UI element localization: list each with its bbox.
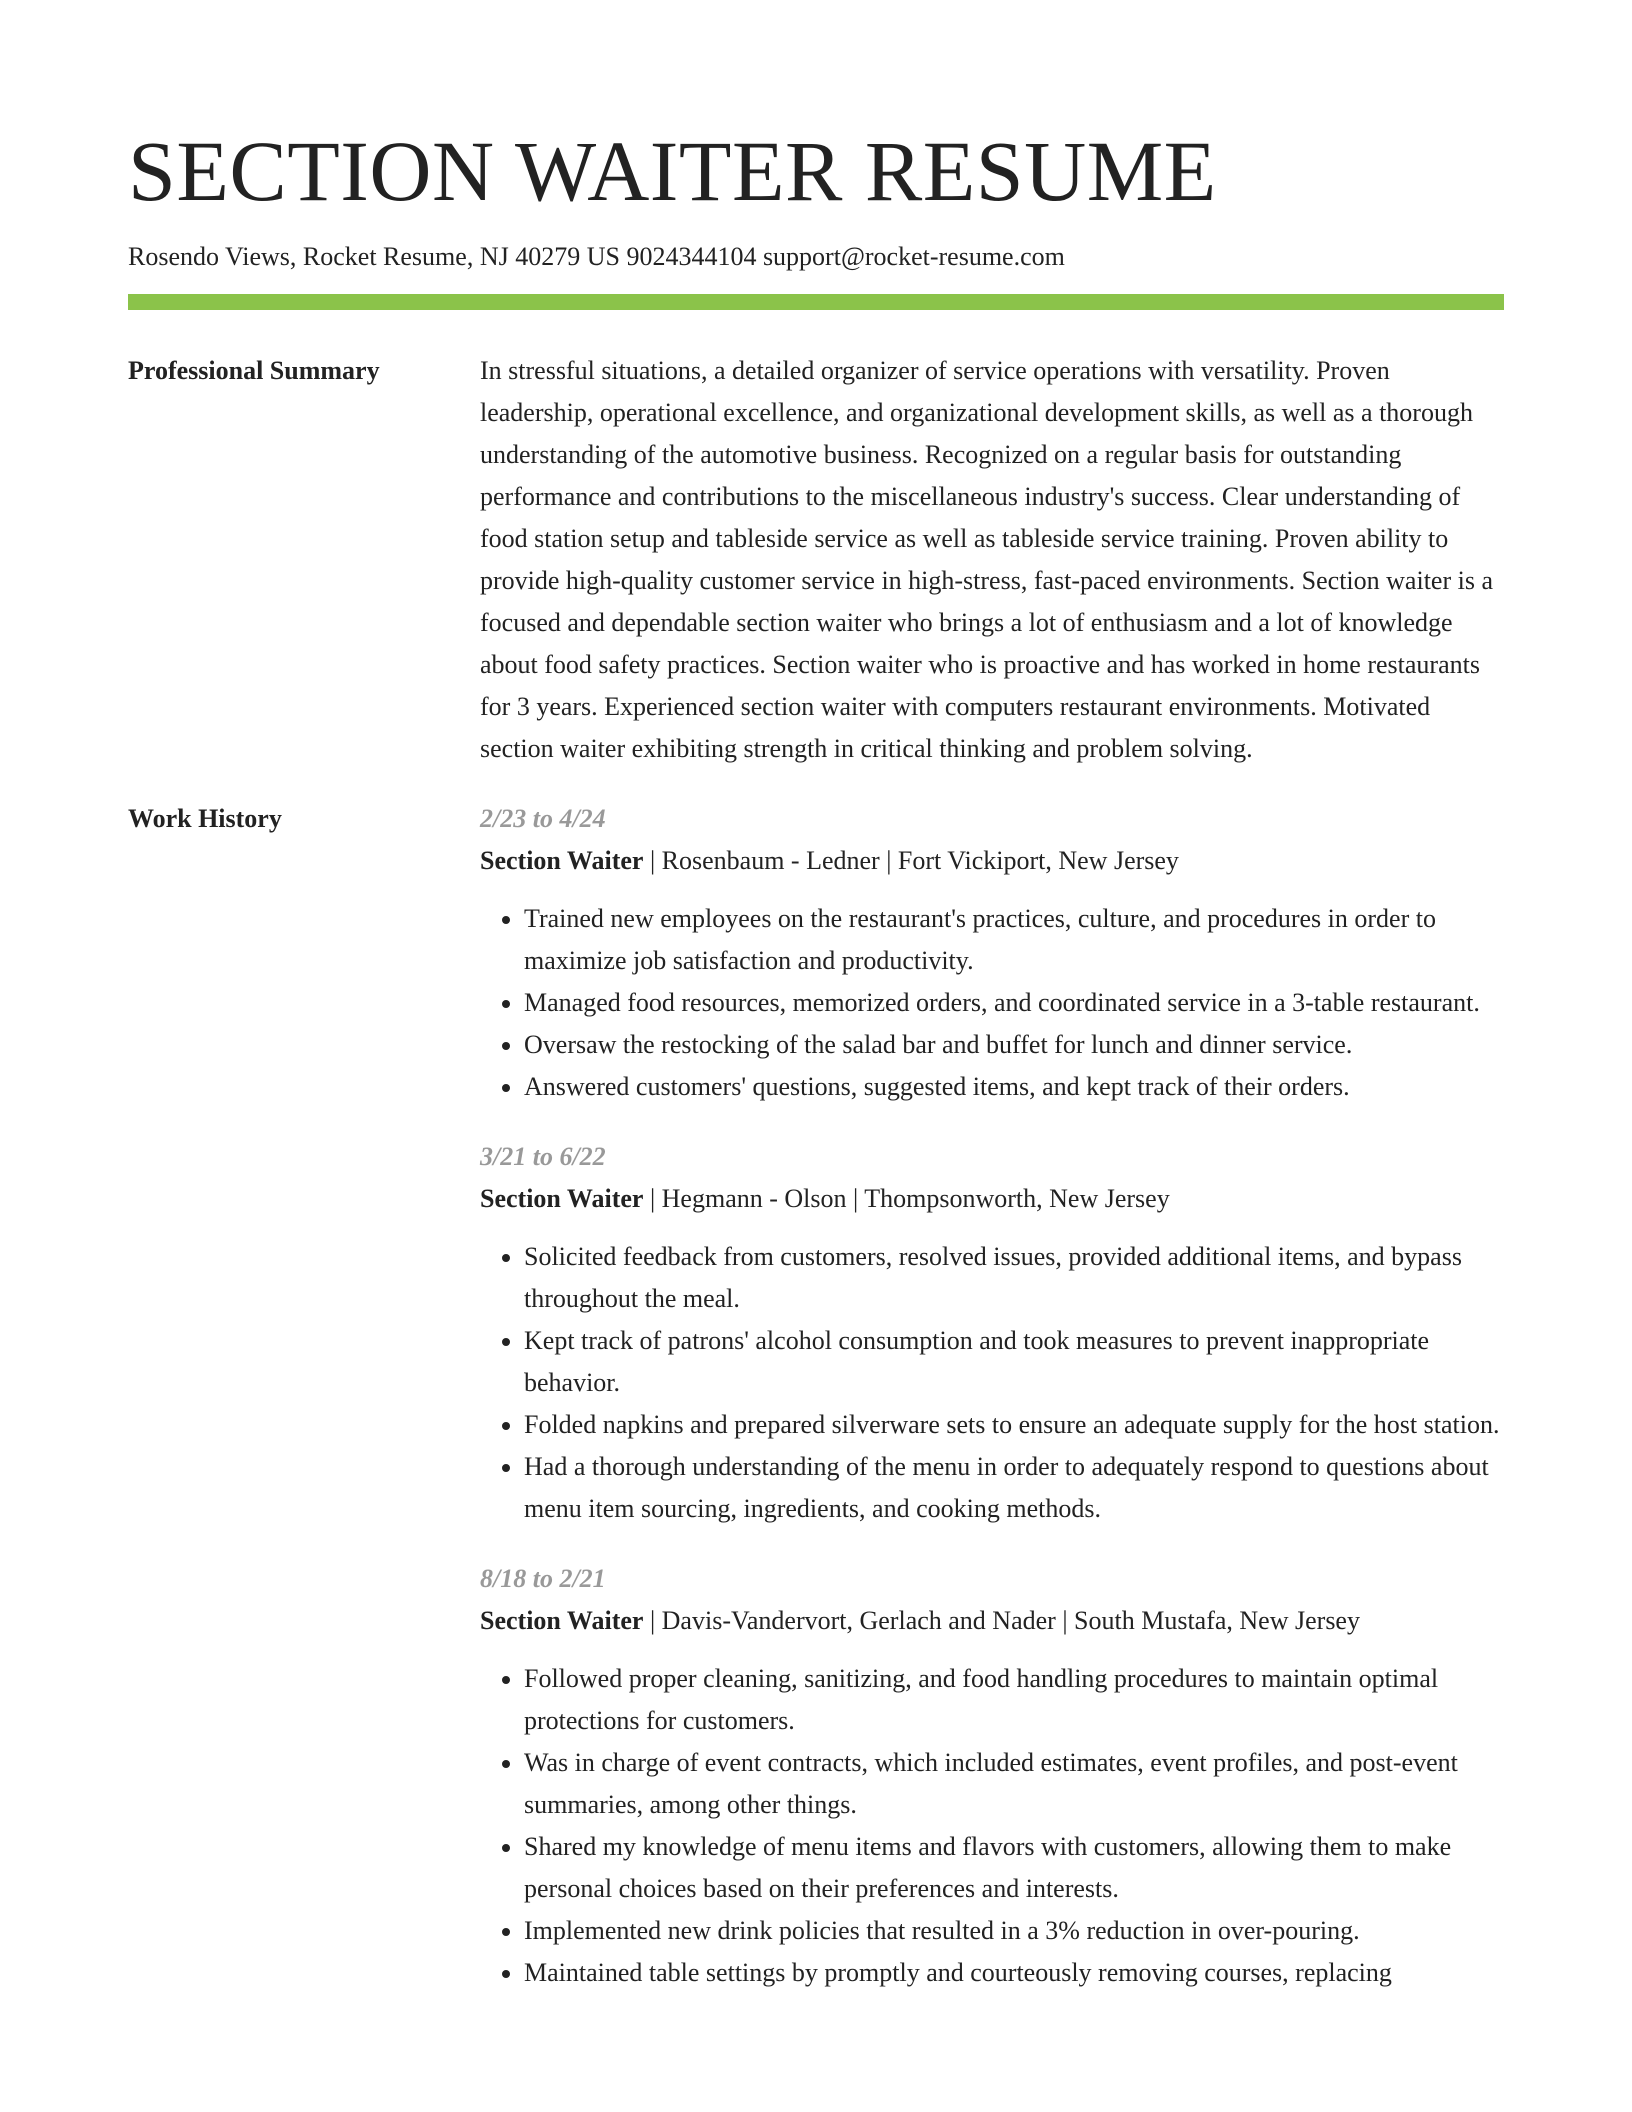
job-title: Section Waiter [480, 1184, 644, 1213]
work-history-section [128, 798, 1504, 2022]
job-duty-item: • Implemented new drink policies that resulted in a 3% reduction in over-pouring. [524, 1910, 1504, 1952]
job-duties-list [480, 1236, 1504, 1530]
header-divider [128, 294, 1504, 310]
job-title: Section Waiter [480, 846, 644, 875]
work-history-heading: Work History [128, 804, 282, 833]
job-duty-item: • Trained new employees on the restaurant's practices, culture, and procedures in order to maximize job satisfaction and productivity. [524, 898, 1504, 982]
job-duty-item: • Had a thorough understanding of the menu in order to adequately respond to questions about menu item sourcing, ingredients, and cooking methods. [524, 1446, 1504, 1530]
job-duty-item: • Managed food resources, memorized orders, and coordinated service in a 3-table restaurant. [524, 982, 1504, 1024]
contact-line: Rosendo Views, Rocket Resume, NJ 40279 US 9024344104 support@rocket-resume.com [128, 242, 1065, 271]
job-duty-item: • Was in charge of event contracts, which included estimates, event profiles, and post-event summaries, among other things. [524, 1742, 1504, 1826]
job-duty-item: • Kept track of patrons' alcohol consumption and took measures to prevent inappropriate behavior. [524, 1320, 1504, 1404]
resume-title: SECTION WAITER RESUME [128, 123, 1217, 219]
job-duty-item: • Maintained table settings by promptly and courteously removing courses, replacing [524, 1952, 1504, 1994]
job-duty-item: • Solicited feedback from customers, resolved issues, provided additional items, and bypass throughout the meal. [524, 1236, 1504, 1320]
job-dates: 3/21 to 6/22 [480, 1142, 606, 1171]
job-duty-item: • Folded napkins and prepared silverware sets to ensure an adequate supply for the host station. [524, 1404, 1504, 1446]
job-duty-item: • Shared my knowledge of menu items and flavors with customers, allowing them to make personal choices based on their preferences and interests. [524, 1826, 1504, 1910]
job-entry [480, 798, 1504, 1108]
job-entry [480, 1136, 1504, 1530]
summary-text: In stressful situations, a detailed organizer of service operations with versatility. Proven leadership, operational excellence, and organizational development skills, as well as a thorough understanding of the automotive business. Recognized on a regular basis for outstanding performance and contributions to the miscellaneous industry's success. Clear understanding of food station setup and tableside service as well as tableside service training. Proven ability to provide high-quality customer service in high-stress, fast-paced environments. Section waiter is a focused and dependable section waiter who brings a lot of enthusiasm and a lot of knowledge about food safety practices. Section waiter who is proactive and has worked in home restaurants for 3 years. Experienced section waiter with computers restaurant environments. Motivated section waiter exhibiting strength in critical thinking and problem solving. [480, 356, 1493, 763]
job-employer-location: | Davis-Vandervort, Gerlach and Nader | South Mustafa, New Jersey [643, 1606, 1360, 1635]
job-duties-list [480, 898, 1504, 1108]
summary-heading: Professional Summary [128, 356, 380, 385]
job-duty-item: • Followed proper cleaning, sanitizing, and food handling procedures to maintain optimal protections for customers. [524, 1658, 1504, 1742]
work-history-body [480, 798, 1504, 2022]
job-entry [480, 1558, 1504, 1994]
summary-body [480, 350, 1504, 770]
job-title: Section Waiter [480, 1606, 644, 1635]
job-employer-location: | Hegmann - Olson | Thompsonworth, New Jersey [643, 1184, 1170, 1213]
job-duty-item: • Answered customers' questions, suggested items, and kept track of their orders. [524, 1066, 1504, 1108]
resume-page [128, 0, 1504, 2022]
job-employer-location: | Rosenbaum - Ledner | Fort Vickiport, New Jersey [643, 846, 1179, 875]
job-heading [480, 840, 1504, 882]
job-heading [480, 1600, 1504, 1642]
job-duty-item: • Oversaw the restocking of the salad bar and buffet for lunch and dinner service. [524, 1024, 1504, 1066]
job-heading [480, 1178, 1504, 1220]
summary-section [128, 350, 1504, 770]
job-dates: 2/23 to 4/24 [480, 804, 606, 833]
job-duties-list [480, 1658, 1504, 1994]
job-dates: 8/18 to 2/21 [480, 1564, 606, 1593]
